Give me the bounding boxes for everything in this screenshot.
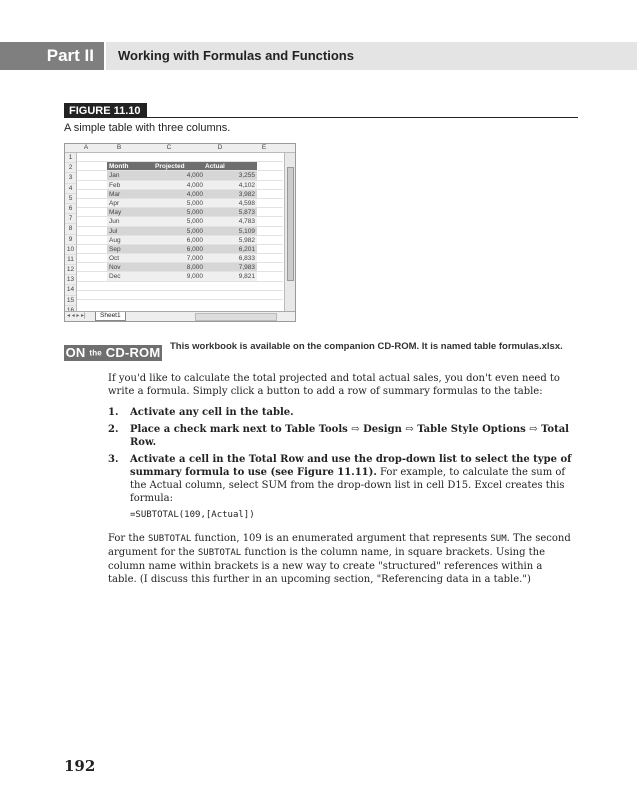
table-cell: Nov bbox=[109, 264, 121, 272]
step-bold: Place a check mark next to Table Tools ⇨ Design ⇨ Table Style Options ⇨ Total Row. bbox=[130, 424, 569, 448]
table-cell: 9,000 bbox=[186, 273, 203, 281]
row-number: 3 bbox=[65, 173, 76, 183]
list-item bbox=[108, 453, 573, 522]
cd-note-text: This workbook is available on the companion CD-ROM. It is named table formulas.xlsx. bbox=[170, 341, 563, 352]
table-row bbox=[107, 190, 257, 198]
table-cell: 8,000 bbox=[186, 264, 203, 272]
step-number: 2. bbox=[108, 424, 119, 435]
table-cell: 6,000 bbox=[186, 245, 203, 253]
step-bold: Activate a cell in the Total Row and use the drop-down list to select the type of summary formula to use (see Figure 11.11). bbox=[130, 454, 572, 478]
code-subtotal: SUBTOTAL bbox=[197, 548, 242, 558]
row-headers bbox=[65, 153, 77, 316]
explanation-paragraph bbox=[108, 532, 573, 586]
table-cell: 4,102 bbox=[238, 181, 255, 189]
table-cell: 6,833 bbox=[238, 255, 255, 263]
column-header: A bbox=[83, 144, 89, 151]
step-bold: Activate any cell in the table. bbox=[130, 407, 294, 418]
table-row bbox=[107, 245, 257, 253]
figure-rule bbox=[64, 117, 578, 118]
sheet-row bbox=[77, 263, 283, 272]
table-row bbox=[107, 199, 257, 207]
row-number: 12 bbox=[65, 265, 76, 275]
part-label: Part II bbox=[0, 42, 104, 70]
row-number: 13 bbox=[65, 275, 76, 285]
table-cell: Jun bbox=[109, 218, 120, 226]
table-row bbox=[107, 181, 257, 189]
row-number: 5 bbox=[65, 194, 76, 204]
sheet-row bbox=[77, 254, 283, 263]
table-cell: Mar bbox=[109, 190, 121, 198]
table-row bbox=[107, 236, 257, 244]
table-cell: Oct bbox=[109, 255, 120, 263]
badge-on: ON bbox=[65, 345, 86, 360]
table-row bbox=[107, 272, 257, 280]
horizontal-scrollbar bbox=[195, 313, 277, 321]
table-cell: 4,598 bbox=[238, 199, 255, 207]
sheet-row bbox=[77, 199, 283, 208]
column-header: E bbox=[261, 144, 267, 151]
text-run: For the bbox=[108, 533, 148, 544]
table-row bbox=[107, 171, 257, 179]
table-cell: Aug bbox=[109, 236, 121, 244]
chapter-title: Working with Formulas and Functions bbox=[106, 42, 637, 70]
table-cell: 5,873 bbox=[238, 209, 255, 217]
row-number: 7 bbox=[65, 214, 76, 224]
table-cell: 5,982 bbox=[238, 236, 255, 244]
table-cell: 6,000 bbox=[186, 236, 203, 244]
table-cell: 3,255 bbox=[238, 172, 255, 180]
table-row bbox=[107, 263, 257, 271]
column-header: D bbox=[217, 144, 223, 151]
table-cell: 4,000 bbox=[186, 190, 203, 198]
table-cell: Dec bbox=[109, 273, 121, 281]
sheet-tab-bar bbox=[65, 311, 295, 321]
table-row bbox=[107, 208, 257, 216]
figure-caption: A simple table with three columns. bbox=[64, 122, 231, 134]
sheet-row bbox=[77, 291, 283, 300]
table-row bbox=[107, 227, 257, 235]
row-number: 11 bbox=[65, 255, 76, 265]
list-item bbox=[108, 406, 573, 419]
table-cell: 5,000 bbox=[186, 227, 203, 235]
code-sum: SUM bbox=[490, 534, 507, 544]
formula-code: =SUBTOTAL(109,[Actual]) bbox=[130, 510, 255, 520]
table-cell: 5,109 bbox=[238, 227, 255, 235]
table-cell: 7,983 bbox=[238, 264, 255, 272]
step-detail: For example, to calculate the sum of the Actual column, select SUM from the drop-down list in cell D15. Excel creates this formula: bbox=[130, 467, 566, 504]
sheet-tab: Sheet1 bbox=[95, 312, 126, 321]
sheet-row bbox=[77, 181, 283, 190]
sheet-row bbox=[77, 282, 283, 291]
sheet-row bbox=[77, 236, 283, 245]
row-number: 8 bbox=[65, 224, 76, 234]
text-run: . The second argument for the bbox=[108, 533, 571, 558]
steps-list bbox=[108, 406, 573, 522]
row-number: 4 bbox=[65, 184, 76, 194]
row-number: 2 bbox=[65, 163, 76, 173]
row-number: 6 bbox=[65, 204, 76, 214]
column-header: C bbox=[166, 144, 172, 151]
table-cell: 3,982 bbox=[238, 190, 255, 198]
table-cell: 6,201 bbox=[238, 245, 255, 253]
row-number: 9 bbox=[65, 235, 76, 245]
sheet-row bbox=[77, 162, 283, 171]
table-cell: 4,783 bbox=[238, 218, 255, 226]
sheet-row bbox=[77, 245, 283, 254]
row-number: 10 bbox=[65, 245, 76, 255]
table-cell: Feb bbox=[109, 181, 121, 189]
table-row bbox=[107, 254, 257, 262]
chapter-header bbox=[0, 42, 637, 70]
table-header-cell: Actual bbox=[205, 163, 225, 171]
table-cell: 4,000 bbox=[186, 172, 203, 180]
list-item bbox=[108, 423, 573, 449]
row-number: 15 bbox=[65, 296, 76, 306]
sheet-row bbox=[77, 190, 283, 199]
badge-cd-rom: CD-ROM bbox=[105, 345, 161, 360]
sheet-nav-arrows: ◂ ◂ ▸ ▸| bbox=[67, 313, 86, 319]
table-row bbox=[107, 217, 257, 225]
code-subtotal: SUBTOTAL bbox=[147, 534, 192, 544]
table-header-cell: Projected bbox=[155, 163, 185, 171]
column-headers bbox=[65, 144, 295, 153]
table-cell: 7,000 bbox=[186, 255, 203, 263]
step-number: 3. bbox=[108, 454, 119, 465]
table-cell: Apr bbox=[109, 199, 120, 207]
table-cell: 9,821 bbox=[238, 273, 255, 281]
row-number: 14 bbox=[65, 285, 76, 295]
table-cell: Jul bbox=[109, 227, 118, 235]
body-text bbox=[108, 372, 573, 586]
table-cell: May bbox=[109, 209, 122, 217]
table-cell: 5,000 bbox=[186, 218, 203, 226]
table-cell: 5,000 bbox=[186, 199, 203, 207]
on-the-cd-rom-badge bbox=[64, 345, 162, 361]
table-cell: Sep bbox=[109, 245, 121, 253]
table-header-row bbox=[107, 162, 257, 170]
intro-paragraph: If you'd like to calculate the total projected and total actual sales, you don't even need to write a formula. Simply click a button to add a row of summary formulas to the table: bbox=[108, 373, 560, 397]
text-run: function is the column name, in square brackets. Using the column name within brackets is a new way to create "structured" references within a table. (I discuss this further in an upcoming section, "Referencing data in a table.") bbox=[108, 547, 546, 585]
table-header-cell: Month bbox=[109, 163, 129, 171]
column-header: B bbox=[116, 144, 122, 151]
sheet-row bbox=[77, 208, 283, 217]
figure-label: FIGURE 11.10 bbox=[64, 103, 147, 118]
scroll-thumb bbox=[287, 167, 294, 281]
badge-the: the bbox=[89, 348, 102, 358]
row-number: 1 bbox=[65, 153, 76, 163]
sheet-row bbox=[77, 227, 283, 236]
cell-grid bbox=[77, 153, 283, 300]
vertical-scrollbar bbox=[284, 153, 295, 311]
sheet-row bbox=[77, 171, 283, 180]
table-cell: 5,000 bbox=[186, 209, 203, 217]
table-cell: 4,000 bbox=[186, 181, 203, 189]
sheet-row bbox=[77, 272, 283, 281]
sheet-row bbox=[77, 217, 283, 226]
table-cell: Jan bbox=[109, 172, 120, 180]
sheet-row bbox=[77, 153, 283, 162]
page-number: 192 bbox=[64, 757, 96, 775]
spreadsheet-figure bbox=[64, 143, 296, 322]
step-number: 1. bbox=[108, 407, 119, 418]
text-run: function, 109 is an enumerated argument that represents bbox=[191, 533, 491, 544]
